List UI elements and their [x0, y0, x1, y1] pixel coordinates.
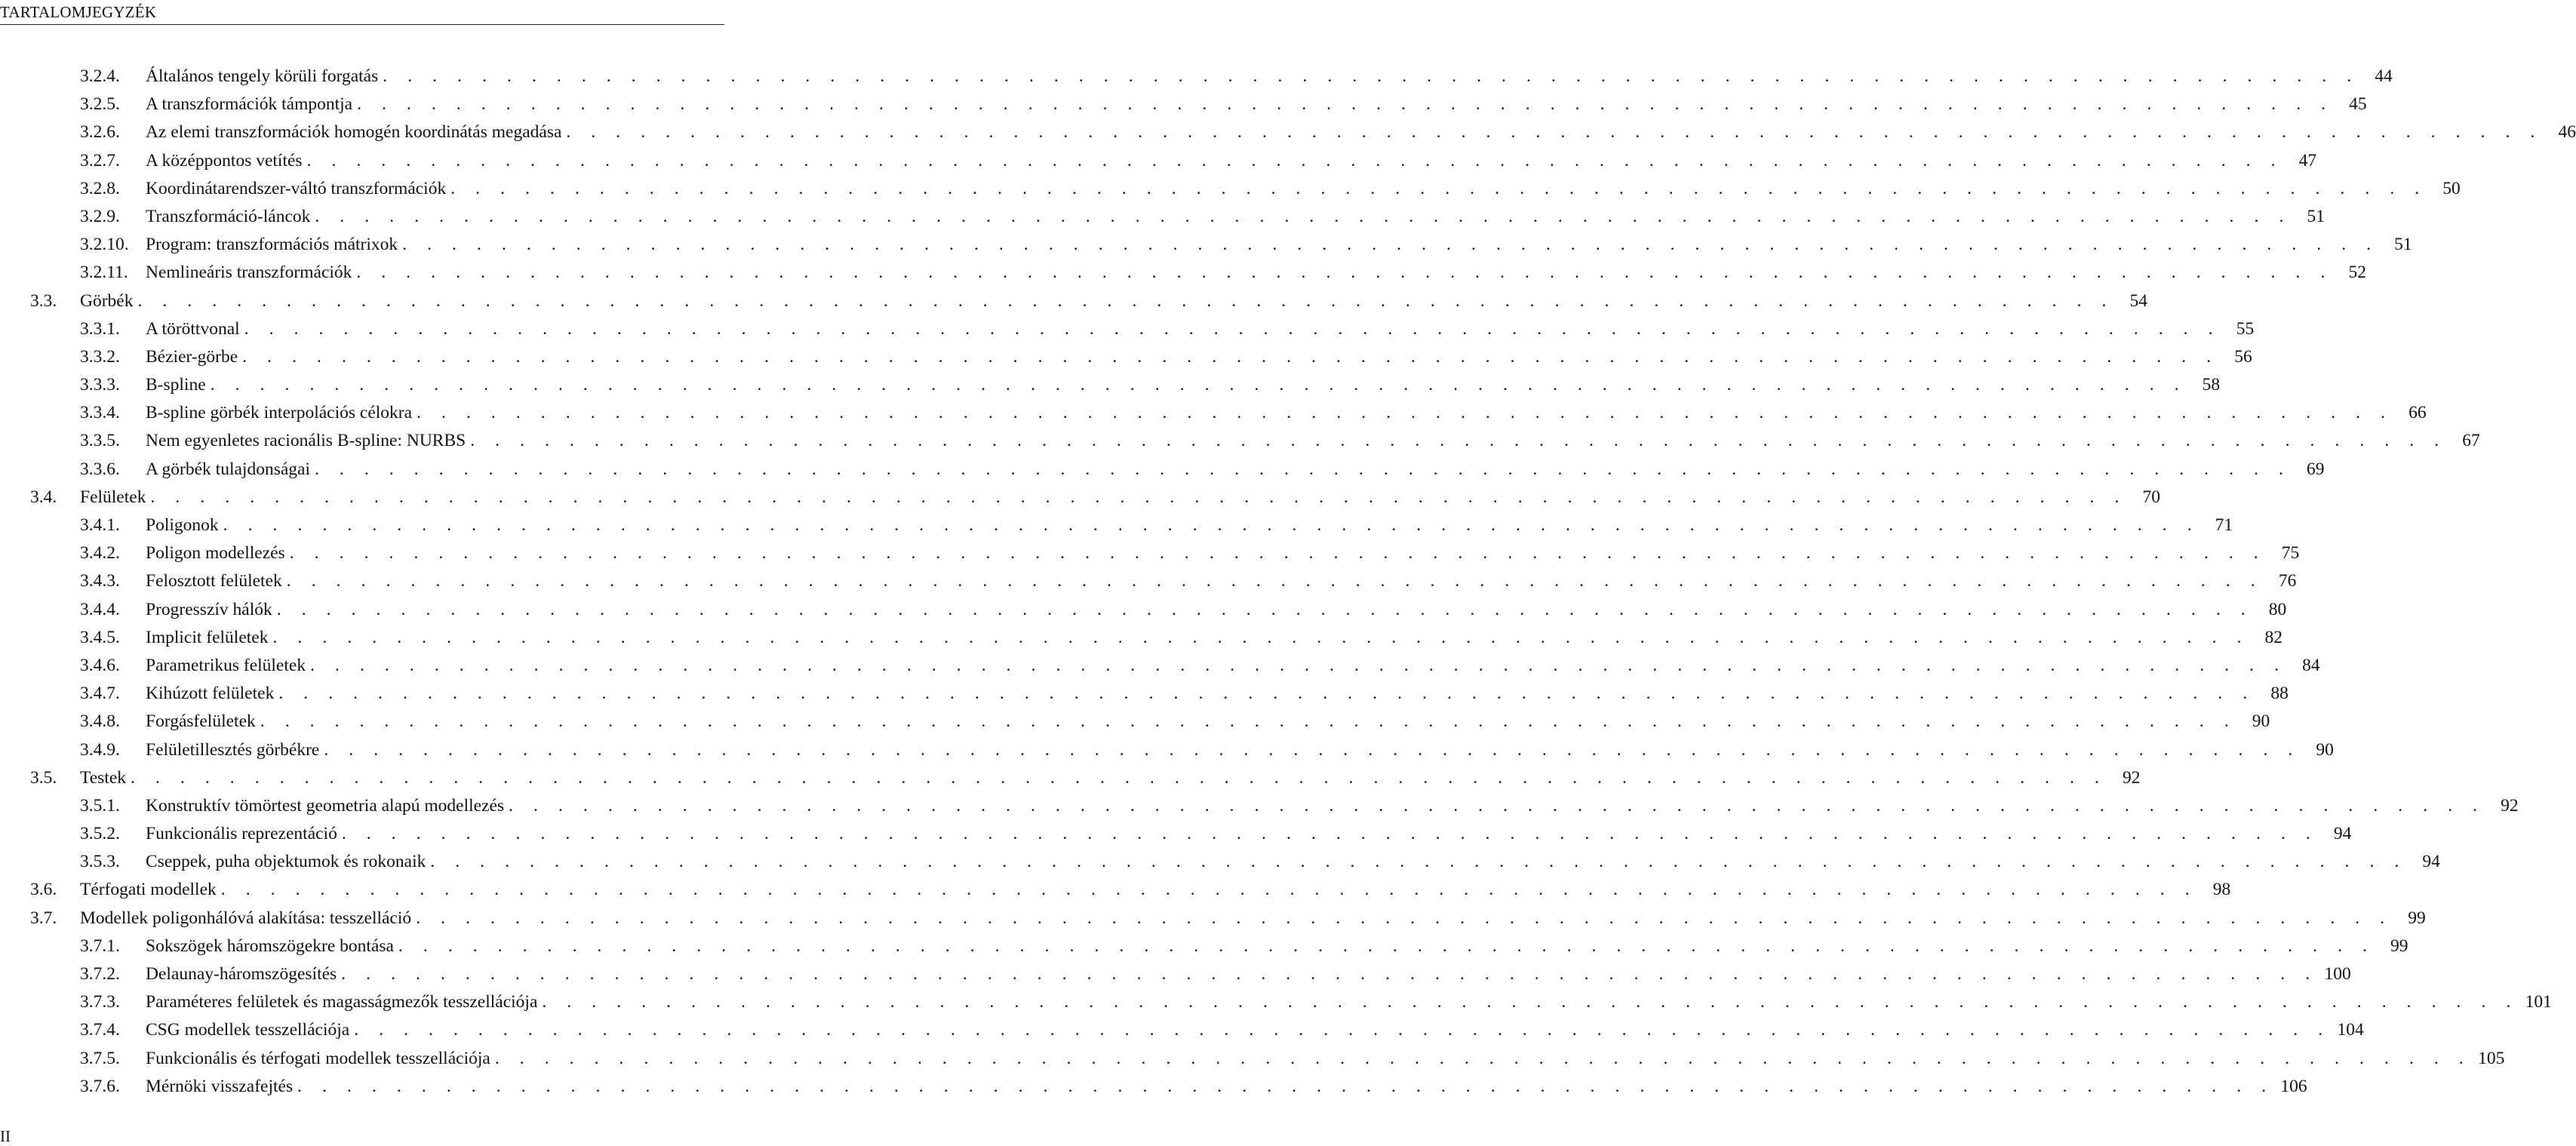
toc-entry-number: 3.4.5.: [80, 627, 120, 647]
toc-entry-number: 3.3.1.: [80, 318, 120, 339]
toc-entry-number: 3.4.4.: [80, 599, 120, 619]
toc-entry-number: 3.7.: [30, 908, 57, 928]
dot-leader: . . . . . . . . . . . . . . . . . . . . . . . . . . . . . . . . . . . . . . . . . . . . . . . . . . . . . . . . . . . . . . . . . . . . . . . . . . . . . . . .: [354, 1020, 2331, 1040]
toc-entry-title: Térfogati modellek: [80, 880, 217, 900]
toc-entry[interactable]: [0, 652, 2320, 680]
toc-entry-page: 45: [2349, 94, 2367, 115]
toc-entry-page: 75: [2281, 543, 2300, 564]
toc-entry-number: 3.2.6.: [80, 122, 120, 143]
toc-entry[interactable]: [0, 960, 2351, 988]
toc-entry-body: [146, 652, 2320, 680]
toc-entry-body: [146, 820, 2352, 848]
toc-entry-body: [146, 231, 2412, 259]
toc-entry-body: [146, 1045, 2505, 1073]
toc-entry-number: 3.4.3.: [80, 571, 120, 591]
toc-entry-title: Cseppek, puha objektumok és rokonaik: [146, 852, 426, 872]
toc-entry-page: 101: [2525, 992, 2552, 1012]
toc-entry-number: 3.4.2.: [80, 543, 120, 564]
toc-entry-body: [146, 1073, 2307, 1101]
dot-leader: . . . . . . . . . . . . . . . . . . . . . . . . . . . . . . . . . . . . . . . . . . . . . . . . . . . . . . . . . . . . . . . . . . . . . . . . . . . . . . . .: [278, 684, 2255, 704]
toc-entry[interactable]: [0, 371, 2221, 399]
toc-entry-number: 3.3.4.: [80, 403, 120, 423]
toc-entry-body: [80, 905, 2426, 932]
toc-entry-body: [146, 259, 2366, 287]
toc-entry-number: 3.2.5.: [80, 94, 120, 115]
toc-entry-page: 88: [2270, 684, 2289, 704]
toc-entry-title: Koordinátarendszer-váltó transzformációk: [146, 178, 447, 198]
dot-leader: . . . . . . . . . . . . . . . . . . . . . . . . . . . . . . . . . . . . . . . . . . . . . . . . . . . . . . . . . . . . . . . . . . . . . . . . . . . . . . . .: [402, 235, 2379, 255]
toc-entry-page: 51: [2394, 235, 2412, 255]
toc-entry-title: Progresszív hálók: [146, 599, 272, 619]
toc-entry-title: Implicit felületek: [146, 627, 269, 647]
toc-entry-page: 90: [2252, 711, 2270, 732]
toc-entry-page: 44: [2375, 66, 2393, 86]
toc-entry-page: 50: [2442, 178, 2461, 198]
toc-entry-page: 84: [2302, 655, 2320, 675]
toc-entry-page: 94: [2422, 852, 2440, 872]
toc-entry-body: [80, 764, 2141, 792]
toc-entry-number: 3.4.6.: [80, 655, 120, 675]
toc-entry-number: 3.2.10.: [80, 235, 129, 255]
dot-leader: . . . . . . . . . . . . . . . . . . . . . . . . . . . . . . . . . . . . . . . . . . . . . . . . . . . . . . . . . . . . . . . . . . . . . . . . . . . . . . . .: [509, 795, 2485, 816]
toc-entry[interactable]: [0, 231, 2412, 259]
toc-entry-body: [146, 175, 2461, 203]
toc-entry-title: Parametrikus felületek: [146, 655, 306, 675]
toc-entry-page: 46: [2558, 122, 2576, 143]
toc-entry[interactable]: [0, 147, 2317, 175]
toc-entry-number: 3.4.7.: [80, 684, 120, 704]
toc-entry-page: 52: [2348, 263, 2366, 283]
toc-entry-number: 3.2.9.: [80, 206, 120, 226]
toc-entry[interactable]: [0, 1073, 2307, 1101]
toc-entry-page: 71: [2215, 515, 2233, 535]
toc-entry-title: Bézier-görbe: [146, 346, 238, 367]
toc-entry-title: Modellek poligonhálóvá alakítása: tesszelláció: [80, 908, 412, 928]
running-header-title: TARTALOMJEGYZÉK: [0, 3, 157, 21]
toc-entry-body: [146, 567, 2297, 595]
toc-entry-body: [146, 539, 2300, 567]
dot-leader: . . . . . . . . . . . . . . . . . . . . . . . . . . . . . . . . . . . . . . . . . . . . . . . . . . . . . . . . . . . . . . . . . . . . . . . . . . . . . . . .: [398, 936, 2375, 956]
toc-entry-page: 82: [2264, 627, 2283, 647]
toc-entry-body: [146, 343, 2252, 371]
toc-entry-body: [80, 287, 2148, 315]
dot-leader: . . . . . . . . . . . . . . . . . . . . . . . . . . . . . . . . . . . . . . . . . . . . . . . . . . . . . . . . . . . . . . . . . . . . . . . . . . . . . . . .: [286, 571, 2264, 591]
toc-entry-title: Forgásfelületek: [146, 711, 256, 732]
dot-leader: . . . . . . . . . . . . . . . . . . . . . . . . . . . . . . . . . . . . . . . . . . . . . . . . . . . . . . . . . . . . . . . . . . . . . . . . . . . . . . . .: [289, 543, 2267, 564]
toc-entry-title: CSG modellek tesszellációja: [146, 1020, 350, 1040]
toc-entry-number: 3.7.1.: [80, 936, 120, 956]
toc-entry-body: [146, 680, 2289, 708]
toc-entry-number: 3.5.3.: [80, 852, 120, 872]
toc-entry-title: Funkcionális és térfogati modellek tesszellációja: [146, 1048, 490, 1068]
toc-entry-title: Sokszögek háromszögekre bontása: [146, 936, 394, 956]
toc-entry-number: 3.4.9.: [80, 739, 120, 760]
dot-leader: . . . . . . . . . . . . . . . . . . . . . . . . . . . . . . . . . . . . . . . . . . . . . . . . . . . . . . . . . . . . . . . . . . . . . . . . . . . . . . . .: [542, 992, 2519, 1012]
toc-entry-title: Kihúzott felületek: [146, 684, 275, 704]
toc-entry-page: 92: [2501, 795, 2519, 816]
toc-entry-title: Testek: [80, 767, 126, 788]
toc-entry-page: 92: [2123, 767, 2141, 788]
toc-entry-body: [146, 792, 2519, 820]
toc-entry-number: 3.2.11.: [80, 263, 128, 283]
toc-entry-page: 58: [2202, 375, 2221, 395]
toc-entry[interactable]: [0, 820, 2352, 848]
toc-entry-page: 66: [2408, 403, 2427, 423]
toc-entry[interactable]: [0, 905, 2426, 932]
toc-entry-page: 54: [2129, 290, 2148, 311]
toc-entry-title: B-spline: [146, 375, 206, 395]
toc-entry-title: A középpontos vetítés: [146, 150, 303, 171]
toc-entry[interactable]: [0, 427, 2480, 455]
toc-entry-number: 3.3.2.: [80, 346, 120, 367]
toc-entry-title: Delaunay-háromszögesítés: [146, 964, 337, 984]
dot-leader: . . . . . . . . . . . . . . . . . . . . . . . . . . . . . . . . . . . . . . . . . . . . . . . . . . . . . . . . . . . . . . . . . . . . . . . . . . . . . . . .: [244, 318, 2221, 339]
toc-entry-number: 3.4.: [30, 487, 57, 507]
toc-entry[interactable]: [0, 792, 2519, 820]
toc-entry-title: Görbék: [80, 290, 134, 311]
toc-entry[interactable]: [0, 259, 2366, 287]
toc-entry[interactable]: [0, 596, 2287, 624]
dot-leader: . . . . . . . . . . . . . . . . . . . . . . . . . . . . . . . . . . . . . . . . . . . . . . . . . . . . . . . . . . . . . . . . . . . . . . . . . . . . . . . .: [566, 122, 2543, 143]
toc-entry-page: 94: [2333, 824, 2352, 844]
toc-entry-body: [80, 876, 2231, 904]
table-of-contents: [0, 63, 2576, 1101]
toc-entry-title: Poligonok: [146, 515, 219, 535]
dot-leader: . . . . . . . . . . . . . . . . . . . . . . . . . . . . . . . . . . . . . . . . . . . . . . . . . . . . . . . . . . . . . . . . . . . . . . . . . . . . . . . .: [137, 290, 2115, 311]
toc-entry-body: [146, 512, 2233, 539]
toc-entry-body: [146, 932, 2408, 960]
toc-entry-body: [146, 147, 2317, 175]
toc-entry-page: 90: [2316, 739, 2334, 760]
dot-leader: . . . . . . . . . . . . . . . . . . . . . . . . . . . . . . . . . . . . . . . . . . . . . . . . . . . . . . . . . . . . . . . . . . . . . . . . . . . . . . . .: [150, 487, 2127, 507]
toc-entry-body: [80, 484, 2160, 512]
toc-entry-body: [146, 736, 2334, 764]
dot-leader: . . . . . . . . . . . . . . . . . . . . . . . . . . . . . . . . . . . . . . . . . . . . . . . . . . . . . . . . . . . . . . . . . . . . . . . . . . . . . . . .: [306, 150, 2284, 171]
toc-entry-body: [146, 91, 2367, 118]
dot-leader: . . . . . . . . . . . . . . . . . . . . . . . . . . . . . . . . . . . . . . . . . . . . . . . . . . . . . . . . . . . . . . . . . . . . . . . . . . . . . . . .: [341, 964, 2318, 984]
toc-entry-page: 76: [2278, 571, 2297, 591]
toc-entry-body: [146, 988, 2552, 1016]
dot-leader: . . . . . . . . . . . . . . . . . . . . . . . . . . . . . . . . . . . . . . . . . . . . . . . . . . . . . . . . . . . . . . . . . . . . . . . . . . . . . . . .: [260, 711, 2237, 732]
toc-entry-number: 3.7.3.: [80, 992, 120, 1012]
toc-entry[interactable]: [0, 932, 2408, 960]
toc-entry-body: [146, 315, 2255, 343]
dot-leader: . . . . . . . . . . . . . . . . . . . . . . . . . . . . . . . . . . . . . . . . . . . . . . . . . . . . . . . . . . . . . . . . . . . . . . . . . . . . . . . .: [341, 824, 2319, 844]
dot-leader: . . . . . . . . . . . . . . . . . . . . . . . . . . . . . . . . . . . . . . . . . . . . . . . . . . . . . . . . . . . . . . . . . . . . . . . . . . . . . . . .: [315, 206, 2292, 226]
toc-entry-title: Program: transzformációs mátrixok: [146, 235, 398, 255]
dot-leader: . . . . . . . . . . . . . . . . . . . . . . . . . . . . . . . . . . . . . . . . . . . . . . . . . . . . . . . . . . . . . . . . . . . . . . . . . . . . . . . .: [383, 66, 2359, 86]
toc-entry[interactable]: [0, 624, 2283, 652]
header-rule: [0, 24, 724, 25]
toc-entry[interactable]: [0, 876, 2231, 904]
toc-entry-page: 99: [2390, 936, 2408, 956]
toc-entry-body: [146, 427, 2480, 455]
toc-entry[interactable]: [0, 512, 2233, 539]
toc-entry-title: Transzformáció-láncok: [146, 206, 311, 226]
toc-entry-page: 47: [2298, 150, 2317, 171]
dot-leader: . . . . . . . . . . . . . . . . . . . . . . . . . . . . . . . . . . . . . . . . . . . . . . . . . . . . . . . . . . . . . . . . . . . . . . . . . . . . . . . .: [131, 767, 2107, 788]
toc-entry-page: 69: [2307, 459, 2325, 479]
toc-entry-page: 98: [2212, 880, 2231, 900]
dot-leader: . . . . . . . . . . . . . . . . . . . . . . . . . . . . . . . . . . . . . . . . . . . . . . . . . . . . . . . . . . . . . . . . . . . . . . . . . . . . . . . .: [210, 375, 2187, 395]
toc-entry-title: Felületillesztés görbékre: [146, 739, 320, 760]
dot-leader: . . . . . . . . . . . . . . . . . . . . . . . . . . . . . . . . . . . . . . . . . . . . . . . . . . . . . . . . . . . . . . . . . . . . . . . . . . . . . . . .: [356, 263, 2333, 283]
dot-leader: . . . . . . . . . . . . . . . . . . . . . . . . . . . . . . . . . . . . . . . . . . . . . . . . . . . . . . . . . . . . . . . . . . . . . . . . . . . . . . . .: [450, 178, 2427, 198]
toc-entry-page: 104: [2337, 1020, 2364, 1040]
toc-entry-number: 3.7.6.: [80, 1076, 120, 1096]
toc-entry-number: 3.3.: [30, 290, 57, 311]
toc-entry-title: Nem egyenletes racionális B-spline: NURBS: [146, 431, 466, 451]
toc-entry-body: [146, 63, 2393, 91]
toc-entry-number: 3.5.: [30, 767, 57, 788]
dot-leader: . . . . . . . . . . . . . . . . . . . . . . . . . . . . . . . . . . . . . . . . . . . . . . . . . . . . . . . . . . . . . . . . . . . . . . . . . . . . . . . .: [242, 346, 2219, 367]
toc-entry-page: 51: [2307, 206, 2325, 226]
toc-entry[interactable]: [0, 63, 2393, 91]
dot-leader: . . . . . . . . . . . . . . . . . . . . . . . . . . . . . . . . . . . . . . . . . . . . . . . . . . . . . . . . . . . . . . . . . . . . . . . . . . . . . . . .: [324, 739, 2301, 760]
page-number: II: [0, 1127, 11, 1145]
toc-entry-title: Poligon modellezés: [146, 543, 285, 564]
toc-entry-title: A töröttvonal: [146, 318, 240, 339]
toc-entry-number: 3.4.8.: [80, 711, 120, 732]
toc-entry[interactable]: [0, 456, 2325, 484]
toc-entry-number: 3.3.3.: [80, 375, 120, 395]
toc-entry-page: 67: [2462, 431, 2480, 451]
toc-entry-body: [146, 596, 2287, 624]
toc-entry-number: 3.4.1.: [80, 515, 120, 535]
toc-entry[interactable]: [0, 399, 2427, 427]
dot-leader: . . . . . . . . . . . . . . . . . . . . . . . . . . . . . . . . . . . . . . . . . . . . . . . . . . . . . . . . . . . . . . . . . . . . . . . . . . . . . . . .: [470, 431, 2447, 451]
toc-entry-body: [146, 118, 2576, 146]
toc-entry-body: [146, 848, 2440, 876]
dot-leader: . . . . . . . . . . . . . . . . . . . . . . . . . . . . . . . . . . . . . . . . . . . . . . . . . . . . . . . . . . . . . . . . . . . . . . . . . . . . . . . .: [314, 459, 2292, 479]
toc-entry-body: [146, 708, 2270, 736]
toc-entry-number: 3.3.5.: [80, 431, 120, 451]
toc-entry[interactable]: [0, 175, 2461, 203]
toc-entry[interactable]: [0, 315, 2255, 343]
toc-entry-number: 3.7.4.: [80, 1020, 120, 1040]
toc-entry-page: 105: [2478, 1048, 2505, 1068]
toc-entry-title: B-spline görbék interpolációs célokra: [146, 403, 413, 423]
toc-entry[interactable]: [0, 1045, 2505, 1073]
toc-entry-title: Felületek: [80, 487, 146, 507]
dot-leader: . . . . . . . . . . . . . . . . . . . . . . . . . . . . . . . . . . . . . . . . . . . . . . . . . . . . . . . . . . . . . . . . . . . . . . . . . . . . . . . .: [416, 908, 2393, 928]
toc-entry[interactable]: [0, 91, 2367, 118]
toc-entry-title: Paraméteres felületek és magasságmezők tesszellációja: [146, 992, 538, 1012]
toc-entry-body: [146, 399, 2427, 427]
toc-entry-page: 80: [2268, 599, 2287, 619]
toc-entry-page: 55: [2236, 318, 2255, 339]
toc-entry-number: 3.7.2.: [80, 964, 120, 984]
toc-entry-title: Az elemi transzformációk homogén koordinátás megadása: [146, 122, 562, 143]
toc-entry-page: 106: [2280, 1076, 2307, 1096]
toc-entry-title: Általános tengely körüli forgatás: [146, 66, 379, 86]
toc-entry-number: 3.2.4.: [80, 66, 120, 86]
toc-entry-body: [146, 1016, 2364, 1044]
toc-entry[interactable]: [0, 287, 2148, 315]
dot-leader: . . . . . . . . . . . . . . . . . . . . . . . . . . . . . . . . . . . . . . . . . . . . . . . . . . . . . . . . . . . . . . . . . . . . . . . . . . . . . . . .: [357, 94, 2334, 115]
toc-entry[interactable]: [0, 764, 2141, 792]
toc-entry-body: [146, 371, 2221, 399]
dot-leader: . . . . . . . . . . . . . . . . . . . . . . . . . . . . . . . . . . . . . . . . . . . . . . . . . . . . . . . . . . . . . . . . . . . . . . . . . . . . . . . .: [430, 852, 2407, 872]
dot-leader: . . . . . . . . . . . . . . . . . . . . . . . . . . . . . . . . . . . . . . . . . . . . . . . . . . . . . . . . . . . . . . . . . . . . . . . . . . . . . . . .: [220, 880, 2198, 900]
toc-entry[interactable]: [0, 680, 2289, 708]
toc-entry-title: Funkcionális reprezentáció: [146, 824, 337, 844]
dot-leader: . . . . . . . . . . . . . . . . . . . . . . . . . . . . . . . . . . . . . . . . . . . . . . . . . . . . . . . . . . . . . . . . . . . . . . . . . . . . . . . .: [272, 627, 2250, 647]
toc-entry-body: [146, 456, 2325, 484]
toc-entry-number: 3.6.: [30, 880, 57, 900]
toc-entry[interactable]: [0, 343, 2252, 371]
toc-entry-number: 3.5.1.: [80, 795, 120, 816]
toc-entry-number: 3.5.2.: [80, 824, 120, 844]
toc-entry-body: [146, 960, 2351, 988]
dot-leader: . . . . . . . . . . . . . . . . . . . . . . . . . . . . . . . . . . . . . . . . . . . . . . . . . . . . . . . . . . . . . . . . . . . . . . . . . . . . . . . .: [223, 515, 2200, 535]
toc-entry-page: 100: [2324, 964, 2351, 984]
toc-entry-title: Konstruktív tömörtest geometria alapú modellezés: [146, 795, 505, 816]
toc-entry[interactable]: [0, 567, 2297, 595]
toc-entry[interactable]: [0, 484, 2160, 512]
toc-entry-title: Felosztott felületek: [146, 571, 282, 591]
toc-entry-number: 3.7.5.: [80, 1048, 120, 1068]
toc-entry-title: A görbék tulajdonságai: [146, 459, 310, 479]
toc-entry-number: 3.3.6.: [80, 459, 120, 479]
dot-leader: . . . . . . . . . . . . . . . . . . . . . . . . . . . . . . . . . . . . . . . . . . . . . . . . . . . . . . . . . . . . . . . . . . . . . . . . . . . . . . . .: [276, 599, 2254, 619]
toc-entry[interactable]: [0, 848, 2440, 876]
toc-entry[interactable]: [0, 203, 2325, 231]
toc-entry-title: Mérnöki visszafejtés: [146, 1076, 294, 1096]
toc-entry-title: A transzformációk támpontja: [146, 94, 353, 115]
toc-entry[interactable]: [0, 118, 2576, 146]
toc-entry-page: 56: [2234, 346, 2252, 367]
dot-leader: . . . . . . . . . . . . . . . . . . . . . . . . . . . . . . . . . . . . . . . . . . . . . . . . . . . . . . . . . . . . . . . . . . . . . . . . . . . . . . . .: [494, 1048, 2472, 1068]
toc-entry-page: 99: [2408, 908, 2426, 928]
toc-entry[interactable]: [0, 708, 2270, 736]
toc-entry[interactable]: [0, 1016, 2364, 1044]
toc-entry[interactable]: [0, 736, 2334, 764]
toc-entry-title: Nemlineáris transzformációk: [146, 263, 352, 283]
toc-entry-page: 70: [2142, 487, 2160, 507]
toc-entry[interactable]: [0, 539, 2300, 567]
toc-entry-body: [146, 624, 2283, 652]
dot-leader: . . . . . . . . . . . . . . . . . . . . . . . . . . . . . . . . . . . . . . . . . . . . . . . . . . . . . . . . . . . . . . . . . . . . . . . . . . . . . . . .: [310, 655, 2287, 675]
toc-entry-body: [146, 203, 2325, 231]
dot-leader: . . . . . . . . . . . . . . . . . . . . . . . . . . . . . . . . . . . . . . . . . . . . . . . . . . . . . . . . . . . . . . . . . . . . . . . . . . . . . . . .: [297, 1076, 2274, 1096]
toc-entry-number: 3.2.7.: [80, 150, 120, 171]
dot-leader: . . . . . . . . . . . . . . . . . . . . . . . . . . . . . . . . . . . . . . . . . . . . . . . . . . . . . . . . . . . . . . . . . . . . . . . . . . . . . . . .: [417, 403, 2393, 423]
toc-entry-number: 3.2.8.: [80, 178, 120, 198]
toc-entry[interactable]: [0, 988, 2552, 1016]
